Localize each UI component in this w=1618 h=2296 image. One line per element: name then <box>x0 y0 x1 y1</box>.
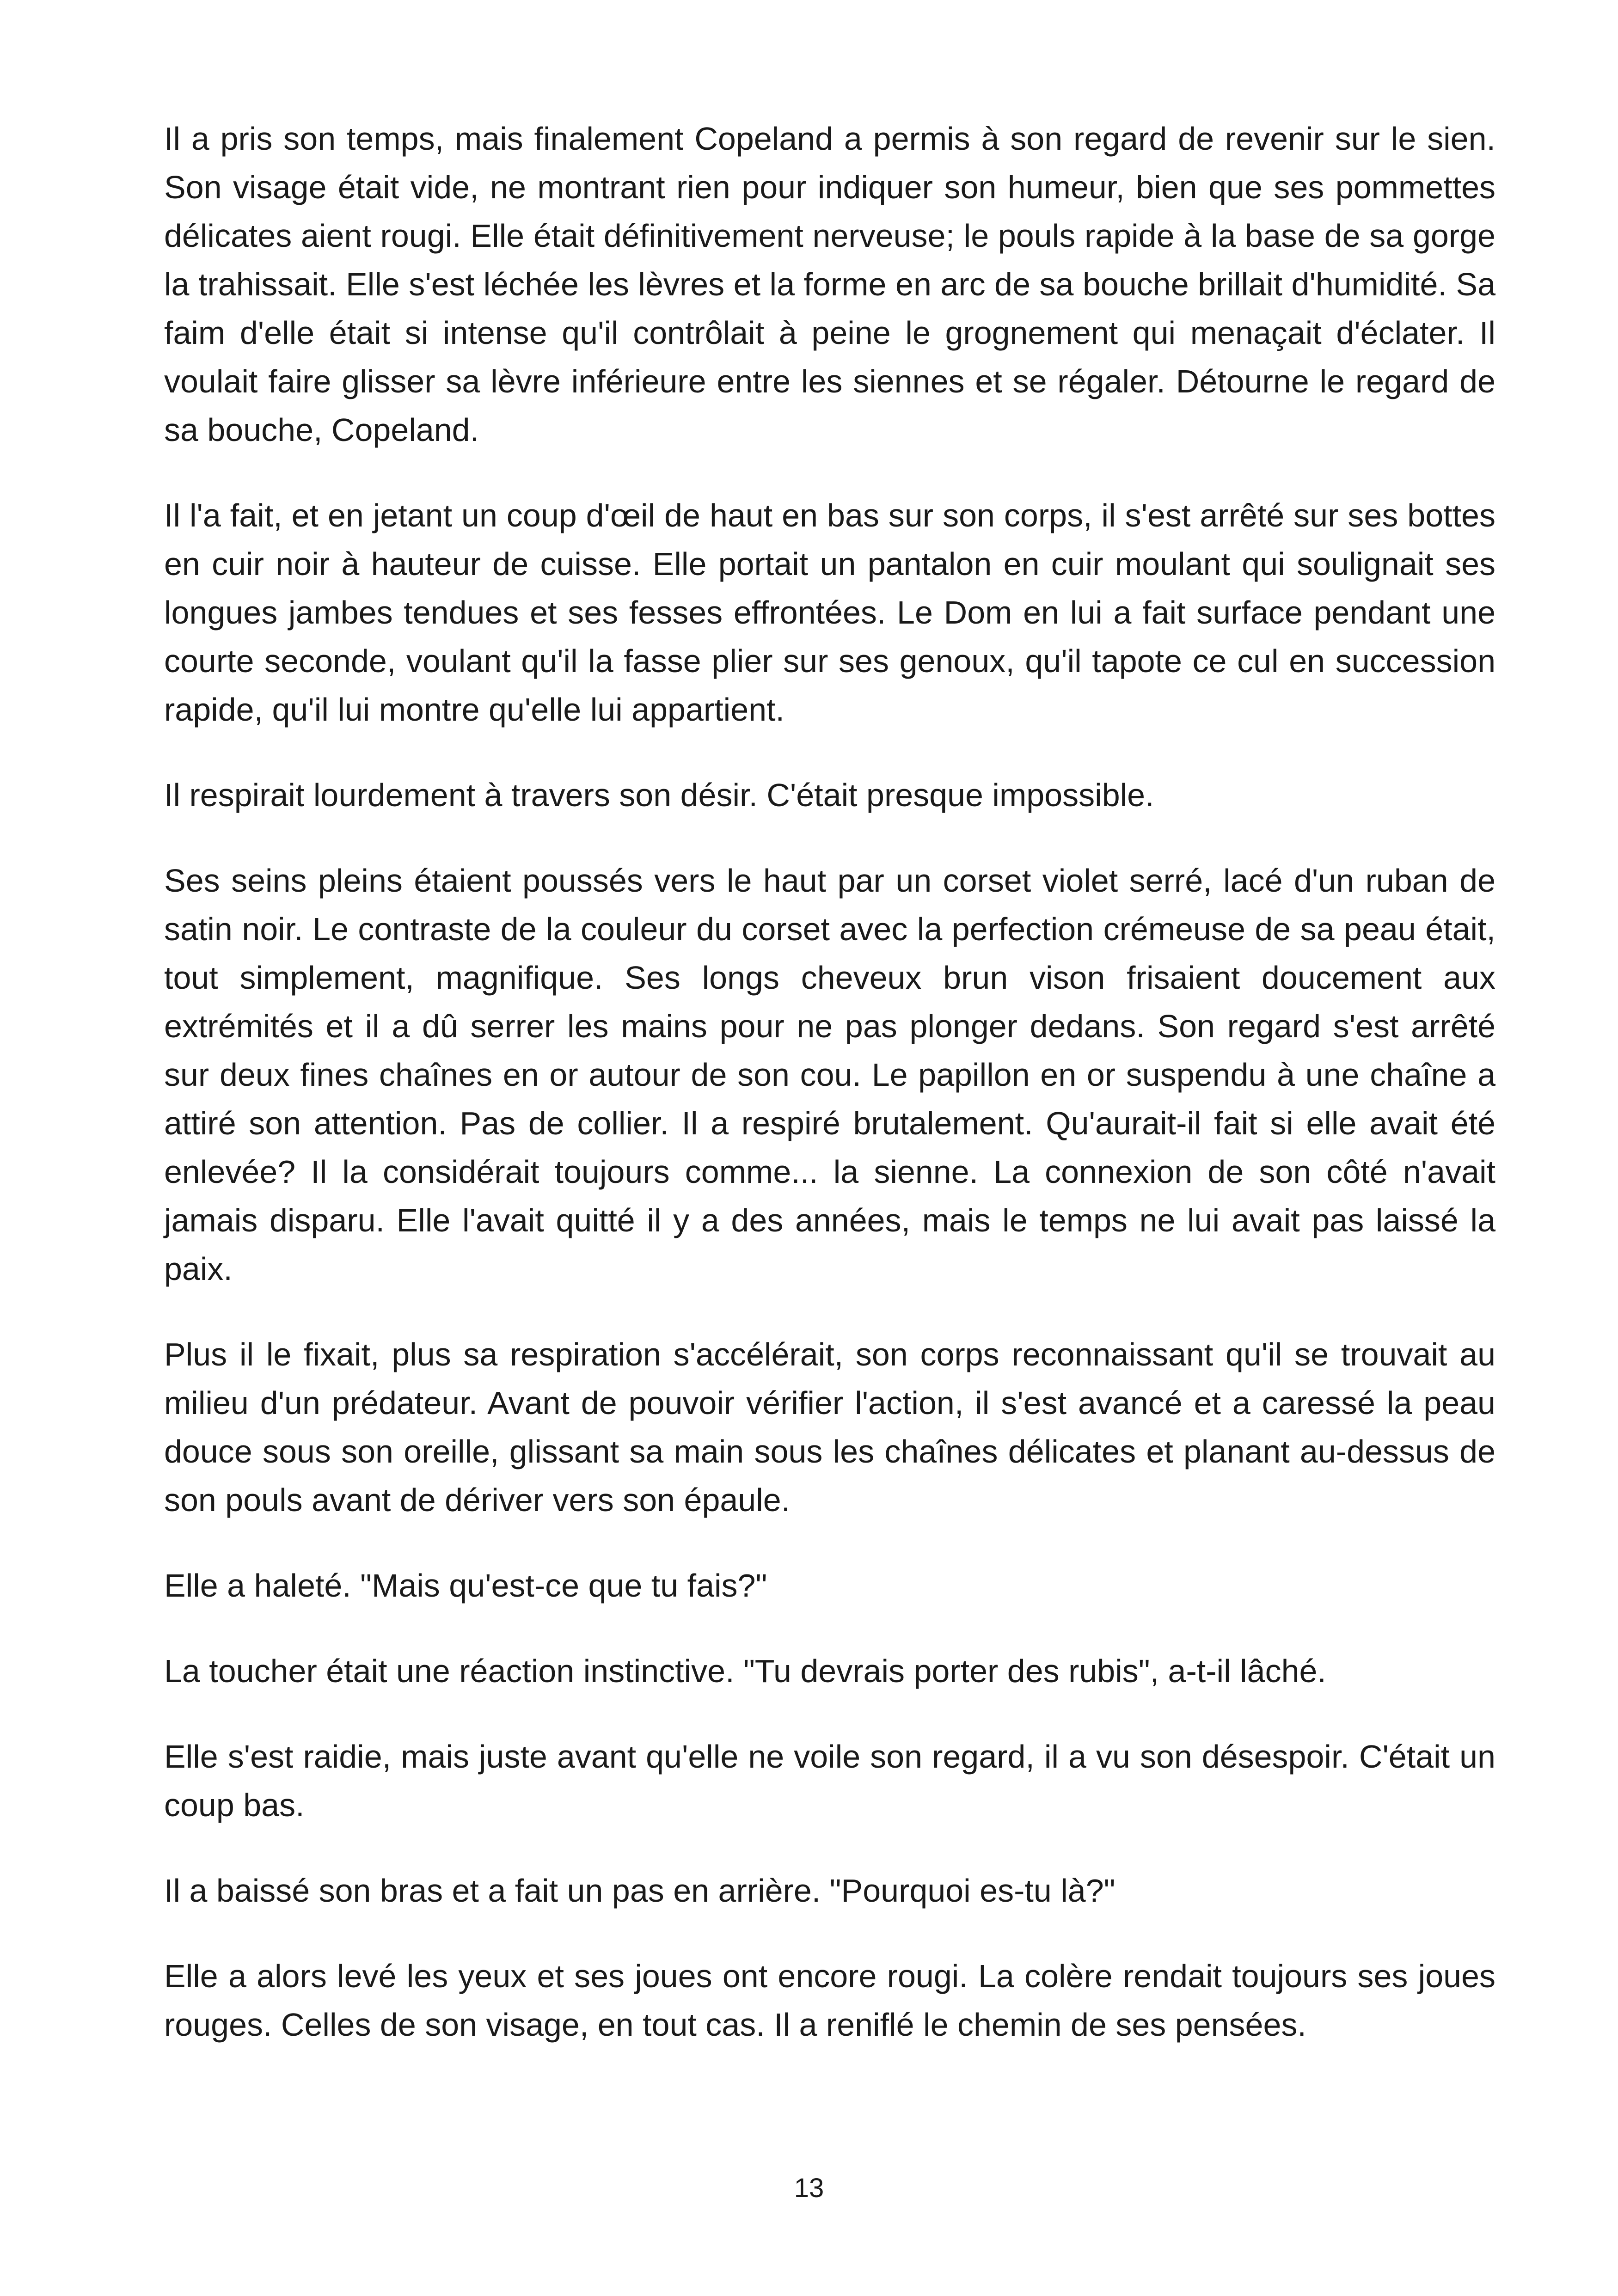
paragraph-9: Il a baissé son bras et a fait un pas en arrière. "Pourquoi es-tu là?" <box>164 1873 1115 1909</box>
paragraph-5: Plus il le fixait, plus sa respiration s'accélérait, son corps reconnaissant qu'il se trouvait au milieu d'un prédateur. Avant de pouvoir vérifier l'action, il s'est avancé et a caressé la peau douce sous son oreille, glissant sa main sous les chaînes délicates et planant au-dessus de son pouls avant de dériver vers son épaule. <box>164 1336 1495 1518</box>
paragraph-4: Ses seins pleins étaient poussés vers le haut par un corset violet serré, lacé d'un ruban de satin noir. Le contraste de la couleur du corset avec la perfection crémeuse de sa peau était, tout simplement, magnifique. Ses longs cheveux brun vison frisaient doucement aux extrémités et il a dû serrer les mains pour ne pas plonger dedans. Son regard s'est arrêté sur deux fines chaînes en or autour de son cou. Le papillon en or suspendu à une chaîne a attiré son attention. Pas de collier. Il a respiré brutalement. Qu'aurait-il fait si elle avait été enlevée? Il la considérait toujours comme... la sienne. La connexion de son côté n'avait jamais disparu. Elle l'avait quitté il y a des années, mais le temps ne lui avait pas laissé la paix. <box>164 863 1495 1287</box>
page-number: 13 <box>794 2173 824 2203</box>
paragraph-2: Il l'a fait, et en jetant un coup d'œil de haut en bas sur son corps, il s'est arrêté sur ses bottes en cuir noir à hauteur de cuisse. Elle portait un pantalon en cuir moulant qui soulignait ses longues jambes tendues et ses fesses effrontées. Le Dom en lui a fait surface pendant une courte seconde, voulant qu'il la fasse plier sur ses genoux, qu'il tapote ce cul en succession rapide, qu'il lui montre qu'elle lui appartient. <box>164 497 1495 728</box>
paragraph-10: Elle a alors levé les yeux et ses joues ont encore rougi. La colère rendait toujours ses joues rouges. Celles de son visage, en tout cas. Il a reniflé le chemin de ses pensées. <box>164 1958 1495 2043</box>
paragraph-3: Il respirait lourdement à travers son désir. C'était presque impossible. <box>164 777 1154 813</box>
paragraph-6: Elle a haleté. "Mais qu'est-ce que tu fais?" <box>164 1567 767 1604</box>
paragraph-1: Il a pris son temps, mais finalement Copeland a permis à son regard de revenir sur le sien. Son visage était vide, ne montrant rien pour indiquer son humeur, bien que ses pommettes délicates aient rougi. Elle était définitivement nerveuse; le pouls rapide à la base de sa gorge la trahissait. Elle s'est léchée les lèvres et la forme en arc de sa bouche brillait d'humidité. Sa faim d'elle était si intense qu'il contrôlait à peine le grognement qui menaçait d'éclater. Il voulait faire glisser sa lèvre inférieure entre les siennes et se régaler. Détourne le regard de sa bouche, Copeland. <box>164 121 1495 448</box>
paragraph-8: Elle s'est raidie, mais juste avant qu'elle ne voile son regard, il a vu son désespoir. C'était un coup bas. <box>164 1739 1495 1823</box>
paragraph-7: La toucher était une réaction instinctive. "Tu devrais porter des rubis", a-t-il lâché. <box>164 1653 1326 1689</box>
body-text <box>164 115 1495 2086</box>
